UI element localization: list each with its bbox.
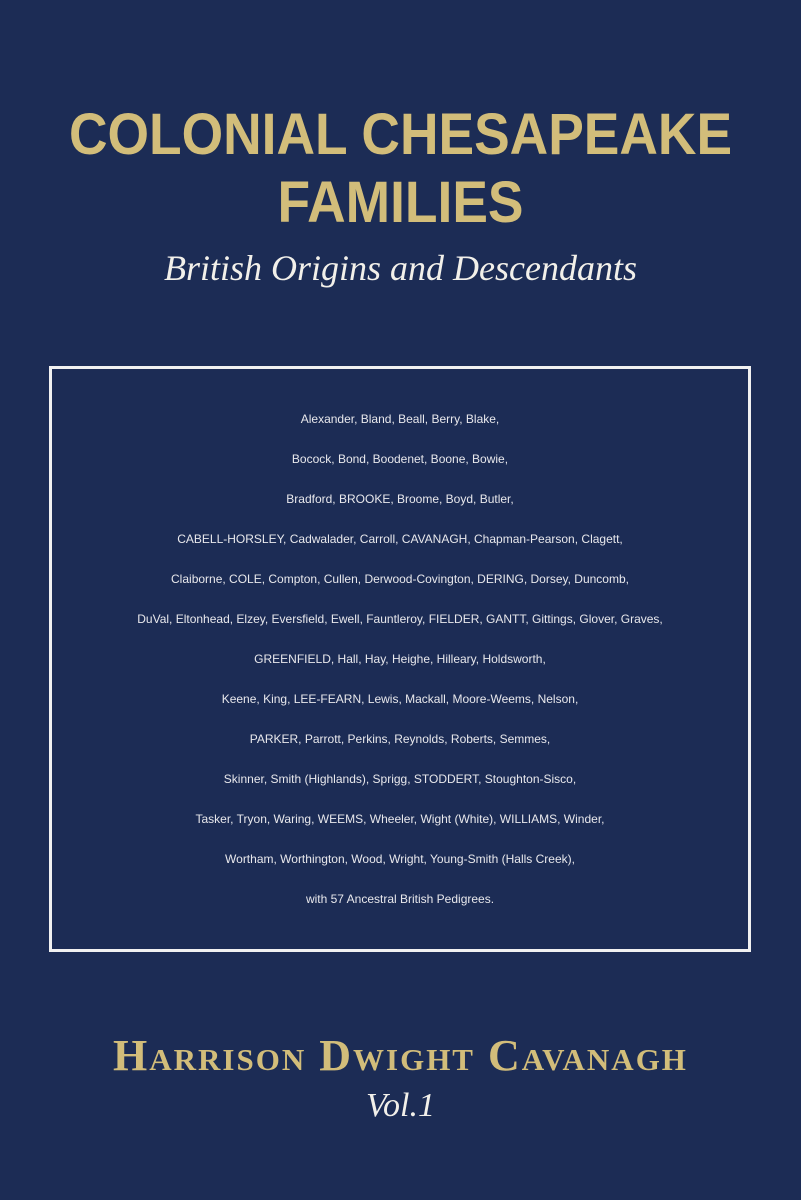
family-names-box	[49, 366, 751, 952]
family-names-line: with 57 Ancestral British Pedigrees.	[305, 892, 495, 906]
family-names-line: CABELL-HORSLEY, Cadwalader, Carroll, CAVANAGH, Chapman-Pearson, Clagett,	[177, 532, 623, 546]
family-names-line: Alexander, Bland, Beall, Berry, Blake,	[300, 412, 500, 426]
family-names-line: Skinner, Smith (Highlands), Sprigg, STODDERT, Stoughton-Sisco,	[223, 772, 577, 786]
family-names-line: Bradford, BROOKE, Broome, Boyd, Butler,	[286, 492, 514, 506]
family-names-line: Claiborne, COLE, Compton, Cullen, Derwood-Covington, DERING, Dorsey, Duncomb,	[171, 572, 629, 586]
family-names-line: Bocock, Bond, Boodenet, Boone, Bowie,	[291, 452, 509, 466]
family-names-line: DuVal, Eltonhead, Elzey, Eversfield, Ewell, Fauntleroy, FIELDER, GANTT, Gittings, Glover, Graves,	[137, 612, 663, 626]
family-names-line: Tasker, Tryon, Waring, WEEMS, Wheeler, Wight (White), WILLIAMS, Winder,	[195, 812, 605, 826]
title-line-2: FAMILIES	[277, 170, 524, 235]
family-names-list	[52, 409, 748, 929]
family-names-line: GREENFIELD, Hall, Hay, Heighe, Hilleary, Holdsworth,	[254, 652, 546, 666]
family-names-line: Wortham, Worthington, Wood, Wright, Young-Smith (Halls Creek),	[225, 852, 575, 866]
volume-label: Vol.1	[366, 1087, 435, 1124]
family-names-line: PARKER, Parrott, Perkins, Reynolds, Roberts, Semmes,	[249, 732, 551, 746]
subtitle: British Origins and Descendants	[164, 248, 637, 288]
author-name: Harrison Dwight Cavanagh	[113, 1031, 688, 1080]
family-names-line: Keene, King, LEE-FEARN, Lewis, Mackall, Moore-Weems, Nelson,	[221, 692, 579, 706]
title-line-1: COLONIAL CHESAPEAKE	[68, 102, 733, 167]
